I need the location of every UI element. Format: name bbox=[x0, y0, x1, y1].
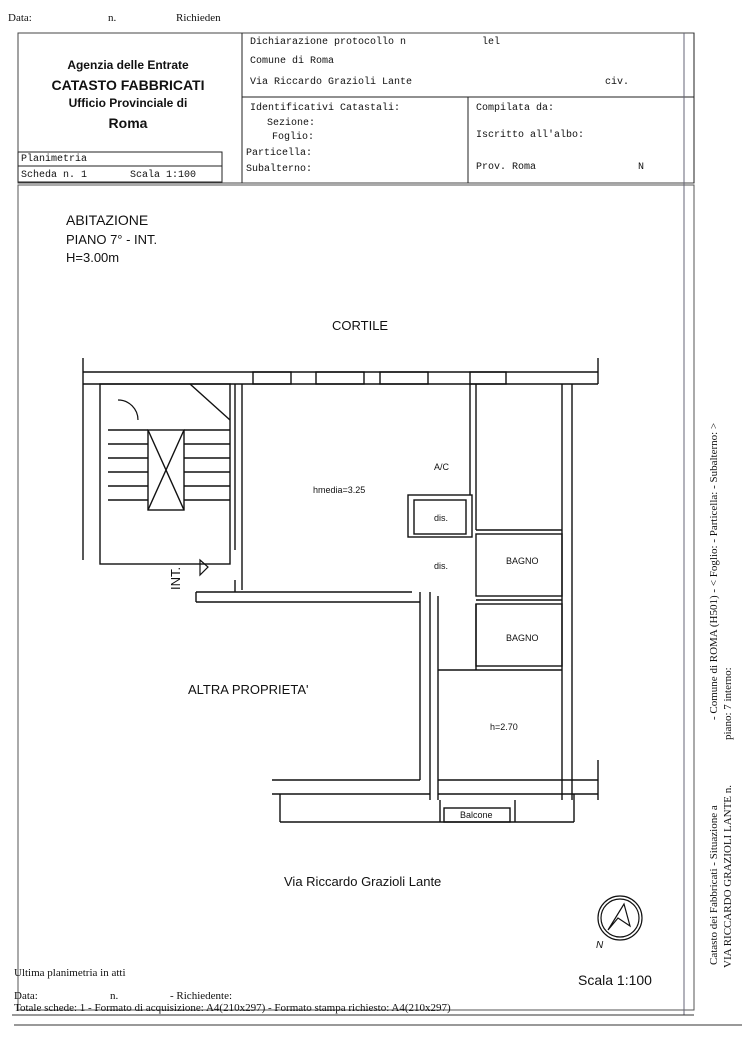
side-via: VIA RICCARDO GRAZIOLI LANTE n. bbox=[722, 784, 734, 968]
dichiarazione-label: Dichiarazione protocollo n bbox=[250, 37, 407, 48]
scheda-label: Scheda n. 1 bbox=[21, 170, 88, 181]
ufficio-city: Roma bbox=[108, 115, 148, 131]
ultima-planimetria: Ultima planimetria in atti bbox=[14, 967, 126, 979]
bagno-label-2: BAGNO bbox=[506, 633, 539, 643]
top-data-label: Data: bbox=[8, 12, 32, 24]
top-richiedente-label: Richieden bbox=[176, 12, 221, 24]
street-label: Via Riccardo Grazioli Lante bbox=[284, 874, 442, 889]
foglio-label: Foglio: bbox=[272, 132, 315, 143]
scala-plan-label: Scala 1:100 bbox=[578, 972, 652, 988]
bagno-label-1: BAGNO bbox=[506, 556, 539, 566]
prov-n-label: N bbox=[638, 162, 645, 173]
del-label: lel bbox=[482, 37, 501, 48]
h270-label: h=2.70 bbox=[490, 722, 518, 732]
planimetria-label: Planimetria bbox=[21, 154, 88, 165]
balcone-label: Balcone bbox=[460, 810, 493, 820]
scala-header-label: Scala 1:100 bbox=[130, 170, 197, 181]
prov-label: Prov. Roma bbox=[476, 162, 537, 173]
footer-richiedente: - Richiedente: bbox=[170, 990, 233, 1002]
comune-label: Comune di Roma bbox=[250, 56, 335, 67]
plan-height: H=3.00m bbox=[66, 250, 120, 265]
north-label: N bbox=[596, 940, 604, 951]
identificativi-label: Identificativi Catastali: bbox=[250, 103, 401, 114]
plan-title: ABITAZIONE bbox=[66, 212, 149, 228]
footer-data-label: Data: bbox=[14, 990, 38, 1002]
footer-n-label: n. bbox=[110, 990, 119, 1002]
side-piano: piano: 7 interno: bbox=[722, 667, 734, 740]
civ-label: civ. bbox=[605, 77, 630, 88]
hmedia-label: hmedia=3.25 bbox=[313, 485, 366, 495]
top-n-label: n. bbox=[108, 12, 117, 24]
compilata-label: Compilata da: bbox=[476, 103, 555, 114]
altra-proprieta-label: ALTRA PROPRIETA' bbox=[188, 682, 309, 697]
via-label: Via Riccardo Grazioli Lante bbox=[250, 77, 413, 88]
particella-label: Particella: bbox=[246, 148, 313, 159]
side-catasto: Catasto dei Fabbricati - Situazione a bbox=[708, 805, 720, 965]
ac-label: A/C bbox=[434, 462, 450, 472]
dis-label-1: dis. bbox=[434, 513, 449, 523]
subalterno-label: Subalterno: bbox=[246, 164, 313, 175]
iscritto-label: Iscritto all'albo: bbox=[476, 130, 585, 141]
dis-label-2: dis. bbox=[434, 561, 449, 571]
agency-name: Agenzia delle Entrate bbox=[67, 58, 189, 72]
plan-piano: PIANO 7° - INT. bbox=[66, 232, 158, 247]
catasto-title: CATASTO FABBRICATI bbox=[51, 77, 205, 93]
cortile-label: CORTILE bbox=[332, 318, 389, 333]
ufficio-label: Ufficio Provinciale di bbox=[68, 96, 188, 110]
side-comune: - Comune di ROMA (H501) - < Foglio: - Particella: - Subalterno: > bbox=[708, 422, 720, 720]
sezione-label: Sezione: bbox=[267, 118, 316, 129]
int-label: INT. bbox=[168, 566, 183, 590]
footer-totale: Totale schede: 1 - Formato di acquisizione: A4(210x297) - Formato stampa richiesto: A4(210x297) bbox=[14, 1002, 451, 1014]
